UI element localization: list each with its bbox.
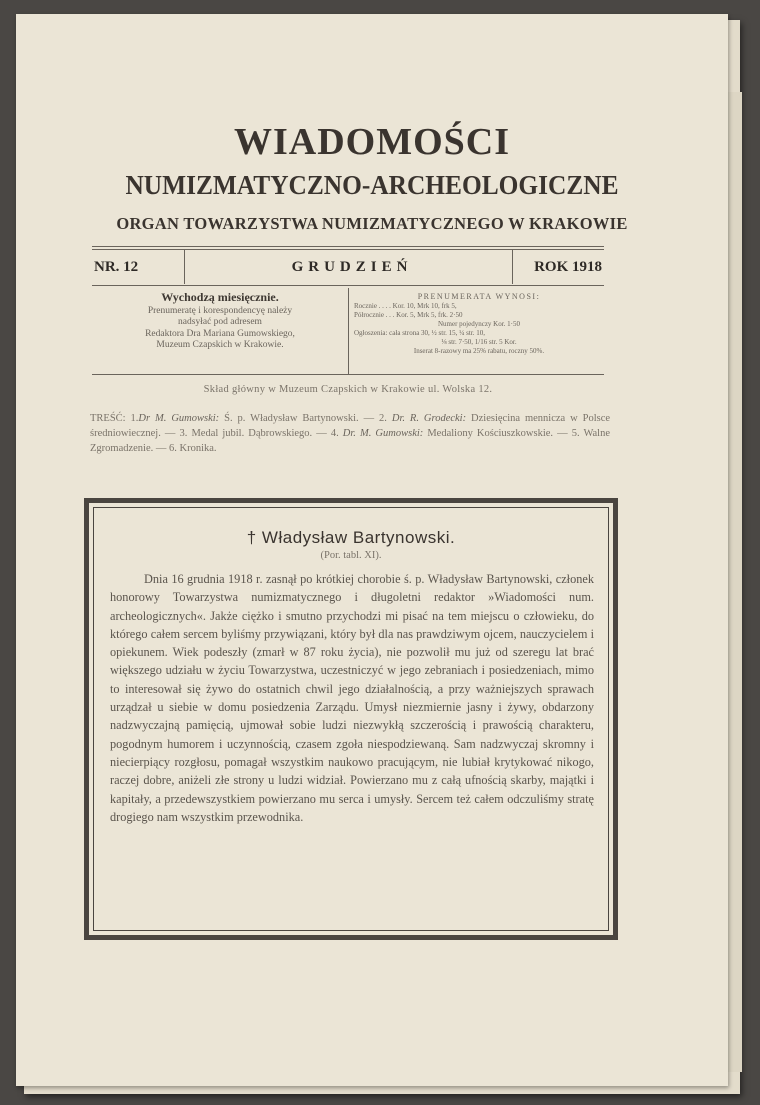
publication-notice: [92, 292, 348, 352]
subscription-row: Numer pojedynczy Kor. 1·50: [437, 320, 521, 328]
contents-item[interactable]: [331, 428, 572, 439]
rule-bottom: [92, 374, 604, 375]
item-title: Medaliony Kościuszkowskie. —: [427, 428, 572, 439]
issue-year: ROK 1918: [534, 259, 602, 275]
journal-page: [16, 14, 728, 1086]
masthead-title: WIADOMOŚCI: [233, 121, 511, 163]
issue-month: GRUDZIEŃ: [291, 259, 413, 275]
obituary-title: † Władysław Bartynowski.: [246, 528, 456, 547]
subscription-row: ⅛ str. 7·50, 1/16 str. 5 Kor.: [441, 338, 517, 346]
subscription-info: [354, 292, 604, 356]
rule-mid: [92, 285, 604, 286]
subscription-heading: PRENUMERATA WYNOSI:: [417, 292, 541, 301]
obituary-inner-frame: [93, 507, 609, 931]
obituary-subtitle: (Por. tabl. XI).: [320, 550, 382, 561]
notice-line: Redaktora Dra Mariana Gumowskiego,: [145, 328, 295, 339]
item-number: 3.: [179, 428, 188, 439]
subscription-row: Inserat 8-razowy ma 25% rabatu, roczny 50%.: [413, 347, 545, 355]
item-title: Walne Zgromadzenie. —: [90, 428, 611, 454]
obituary-frame: [84, 498, 618, 940]
subscription-row: Rocznie . . . . Kor. 10, Mrk 10, frk 5,: [354, 302, 457, 310]
divider: [348, 288, 349, 374]
item-number: 6.: [169, 443, 177, 454]
item-title: Medal jubil. Dąbrowskiego. —: [191, 428, 331, 439]
obituary-text: Dnia 16 grudnia 1918 r. zasnął po krótkiej chorobie ś. p. Władysław Bartynowski, członek honorowy Towarzystwa numizmatycznego i długoletni redaktor »Wiadomości num. archeologicznych«. Jakże ciężko i smutno przychodzi mi pisać na tem miejscu o człowieku, do którego całem sercem byliśmy przywiązani, który był dla nas prawdziwym ojcem, nauczycielem i opiekunem. Wiek podeszły (zmarł w 87 roku życia), nie pozwolił mu już od szeregu lat brać większego udziału w życiu Towarzystwa, uczestniczyć w jego zebraniach i posiedzeniach, mimo to interesował się żywo do ostatnich chwil jego działalnością, a przy ważniejszych sprawach urządzał u siebie w domu posiedzenia Zarządu. Umysł niezmiernie jasny i żywy, obdarzony nadzwyczajną pamięcią, ujmował sobie ludzi niezwykłą szczerością i prawością charakteru, pogodnym humorem i uczynnością, czasem zgoła niespodziewaną. Sam nadzwyczaj skromny i niecierpiący rozgłosu, pomagał wszystkim naukowo pracującym, nie lubiał krytykować nikogo, raczej dobre, aniżeli złe strony u ludzi widział. Powierzano mu z całą ufnością skarby, majątki i kapitały, a przedewszystkiem powierzano mu serca i umysły. Sercem też całem odczuliśmy stratę drogiego nam wszystkim przewodnika.: [110, 572, 594, 824]
item-number: 5.: [571, 428, 580, 439]
item-number: 2.: [379, 413, 387, 424]
item-title: Dziesięcina mennicza w Polsce średniowiecznej. —: [90, 413, 611, 439]
divider: [184, 250, 185, 284]
subscription-row: Półrocznie . . . Kor. 5, Mrk 5, frk. 2·50: [354, 311, 463, 319]
divider: [512, 250, 513, 284]
frequency-text: Wychodzą miesięcznie.: [161, 290, 279, 304]
issue-number: NR. 12: [94, 259, 139, 275]
contents-item[interactable]: [180, 428, 331, 439]
item-author: Dr. R. Grodecki:: [391, 413, 467, 424]
item-author: Dr M. Gumowski:: [138, 413, 220, 424]
table-of-contents: [90, 411, 610, 456]
notice-line: Prenumeratę i korespondencyę należy: [147, 305, 293, 316]
contents-item[interactable]: [169, 443, 217, 454]
item-number: 4.: [330, 428, 339, 439]
item-author: Dr. M. Gumowski:: [342, 428, 424, 439]
item-title: Ś. p. Władysław Bartynowski. —: [224, 413, 380, 424]
contents-item[interactable]: [131, 413, 379, 424]
item-title: Kronika.: [179, 443, 217, 454]
notice-line: Muzeum Czapskich w Krakowie.: [156, 340, 284, 350]
rule-top-1: [92, 246, 604, 247]
masthead-organ: ORGAN TOWARZYSTWA NUMIZMATYCZNEGO W KRAKOWIE: [116, 214, 628, 233]
depot-address: Skład główny w Muzeum Czapskich w Krakowie ul. Wolska 12.: [203, 384, 493, 395]
notice-line: nadsyłać pod adresem: [178, 317, 262, 327]
item-number: 1.: [130, 413, 139, 424]
contents-label: TREŚĆ:: [90, 413, 126, 424]
masthead-subtitle: NUMIZMATYCZNO-ARCHEOLOGICZNE: [125, 170, 619, 200]
issue-bar: [92, 250, 604, 284]
publication-info: [92, 288, 604, 374]
subscription-row: Ogłoszenia: cała strona 30, ½ str. 15, ¼ str. 10,: [354, 329, 486, 337]
